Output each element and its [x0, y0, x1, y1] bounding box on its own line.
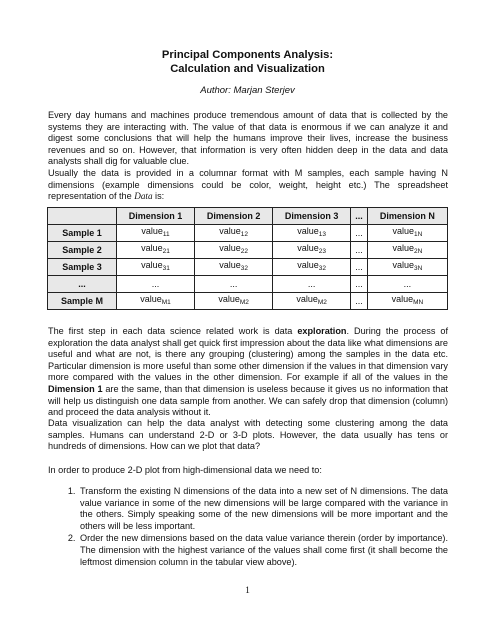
cell-value: value — [141, 260, 163, 270]
table-cell — [273, 259, 351, 276]
cell-value: value — [392, 226, 415, 236]
cell-subscript: 22 — [240, 248, 248, 255]
table-cell — [367, 225, 447, 242]
exploration-text-1: The first step in each data science related work is data — [48, 326, 293, 336]
cell-subscript: MN — [413, 299, 424, 306]
data-term: Data — [134, 191, 153, 202]
table-cell — [195, 259, 273, 276]
table-cell — [367, 242, 447, 259]
cell-value: value — [219, 226, 241, 236]
table-row — [48, 276, 448, 293]
table-cell — [351, 259, 368, 276]
cell-subscript: 32 — [240, 265, 248, 272]
table-cell — [367, 276, 447, 293]
table-row — [48, 293, 448, 310]
intro-text-1: Every day humans and machines produce tremendous amount of data that is collected by the systems they are interacting with. The value of that data is enormous if we can analyze it and digest some conclusions that will help the humans improve their lives, increase the business revenues and so on. However, that information is very often hidden deep in the data and data analysts shall dig for valuable clue. — [48, 110, 448, 167]
title-line-2: Calculation and Visualization — [170, 62, 325, 75]
cell-subscript: 13 — [318, 231, 327, 238]
list-item: 1. Transform the existing N dimensions of the data into a new set of N dimensions. The data value variance in some of the new dimensions will be large compared with the variance in the others. Simply speaking some of the new dimensions will be more important and the others will be less important. — [78, 486, 448, 532]
exploration-text-2: . During the process of exploration the data analyst shall get quick first impression about the data like what dimensions are useful and what are not, is there any grouping (clustering) among the samples in the data etc. Particular dimension is more useful than some other dimension if the values in that dimension vary more compared with the values in the other dimension. For example if all of the values in the — [48, 326, 448, 383]
table-cell — [195, 276, 273, 293]
table-header-cell: Dimension 2 — [195, 208, 273, 225]
table-cell — [117, 225, 195, 242]
cell-value: value — [141, 226, 163, 236]
table-cell — [351, 242, 368, 259]
table-cell — [117, 293, 195, 310]
cell-value: value — [219, 243, 241, 253]
cell-subscript: 23 — [318, 248, 327, 255]
cell-value: ... — [355, 295, 363, 306]
cell-subscript: M1 — [161, 299, 171, 306]
table-header-cell: Dimension N — [367, 208, 447, 225]
cell-value: value — [140, 294, 162, 304]
steps-list — [48, 486, 448, 569]
row-header-cell: Sample 1 — [48, 225, 117, 242]
table-header-cell: ... — [351, 208, 368, 225]
cell-value: value — [296, 294, 318, 304]
table-cell — [351, 225, 368, 242]
cell-subscript: 2N — [414, 248, 423, 255]
table-cell — [273, 242, 351, 259]
table-cell — [367, 259, 447, 276]
exploration-text-3: are the same, than that dimension is useless because it gives us no information that will help us distinguish one data sample from another. We can safely drop that dimension (column) and proceed the data analysis without it. — [48, 383, 448, 418]
row-header-cell: Sample 3 — [48, 259, 117, 276]
row-header-cell: ... — [48, 276, 117, 293]
cell-value: ... — [355, 261, 363, 272]
cell-value: ... — [151, 278, 160, 289]
table-header-cell: Dimension 1 — [117, 208, 195, 225]
table-cell — [117, 259, 195, 276]
list-item: 2. Order the new dimensions based on the data value variance therein (order by importance). The dimension with the highest variance of the values shall come first (it shall become the leftmost dimension column in the tabular view above). — [78, 533, 448, 568]
cell-subscript: 32 — [318, 265, 327, 272]
cell-subscript: 21 — [162, 248, 170, 255]
table-cell — [195, 293, 273, 310]
table-body — [48, 225, 448, 310]
table-row — [48, 259, 448, 276]
table-cell — [195, 242, 273, 259]
dimension-1-term: Dimension 1 — [48, 383, 103, 394]
table-cell — [351, 293, 368, 310]
cell-value: value — [218, 294, 240, 304]
table-cell — [273, 293, 351, 310]
cell-value: value — [141, 243, 163, 253]
cell-subscript: 1N — [414, 231, 423, 238]
cell-value: value — [391, 294, 414, 304]
data-table — [47, 207, 448, 310]
cell-value: value — [392, 243, 415, 253]
page-number: 1 — [245, 586, 250, 596]
visualization-paragraph: Data visualization can help the data analyst with detecting some clustering among the data samples. Humans can understand 2-D or 3-D plots. However, the data usually has tens or hundreds of dimensions. How can we plot that data? — [48, 418, 448, 452]
cell-value: ... — [403, 278, 412, 289]
cell-value: value — [219, 260, 241, 270]
cell-subscript: 31 — [162, 265, 170, 272]
cell-value: ... — [355, 244, 363, 255]
cell-value: value — [297, 243, 319, 253]
cell-value: ... — [355, 278, 363, 289]
table-cell — [367, 293, 447, 310]
cell-value: value — [297, 226, 319, 236]
exploration-paragraph — [48, 326, 448, 419]
exploration-term: exploration — [297, 326, 347, 336]
row-header-cell: Sample 2 — [48, 242, 117, 259]
cell-subscript: M2 — [317, 299, 327, 306]
intro-paragraph — [48, 110, 448, 203]
cell-subscript: M2 — [239, 299, 249, 306]
cell-value: value — [392, 260, 415, 270]
cell-value: ... — [355, 227, 363, 238]
table-cell — [117, 242, 195, 259]
table-header-row — [48, 208, 448, 225]
cell-value: value — [297, 260, 319, 270]
table-cell — [117, 276, 195, 293]
plot-intro-paragraph: In order to produce 2-D plot from high-dimensional data we need to: — [48, 465, 322, 475]
author-line: Author: Marjan Sterjev — [200, 85, 295, 96]
cell-value: ... — [229, 278, 238, 289]
table-header-cell — [48, 208, 117, 225]
table-row — [48, 225, 448, 242]
cell-subscript: 11 — [162, 231, 170, 238]
cell-subscript: 12 — [240, 231, 248, 238]
intro-text-2: Usually the data is provided in a columnar format with M samples, each sample having N dimensions (example dimensions could be color, weight, height etc.) The spreadsheet representation of the — [48, 167, 448, 202]
title-line-1: Principal Components Analysis: — [161, 49, 334, 61]
cell-subscript: 3N — [414, 265, 423, 272]
intro-text-3: is: — [155, 191, 165, 202]
table-cell — [351, 276, 368, 293]
row-header-cell: Sample M — [48, 293, 117, 310]
table-header-cell: Dimension 3 — [273, 208, 351, 225]
table-cell — [273, 276, 351, 293]
cell-value: ... — [307, 278, 316, 289]
document-title — [0, 49, 495, 76]
table-cell — [273, 225, 351, 242]
table-cell — [195, 225, 273, 242]
table-row — [48, 242, 448, 259]
